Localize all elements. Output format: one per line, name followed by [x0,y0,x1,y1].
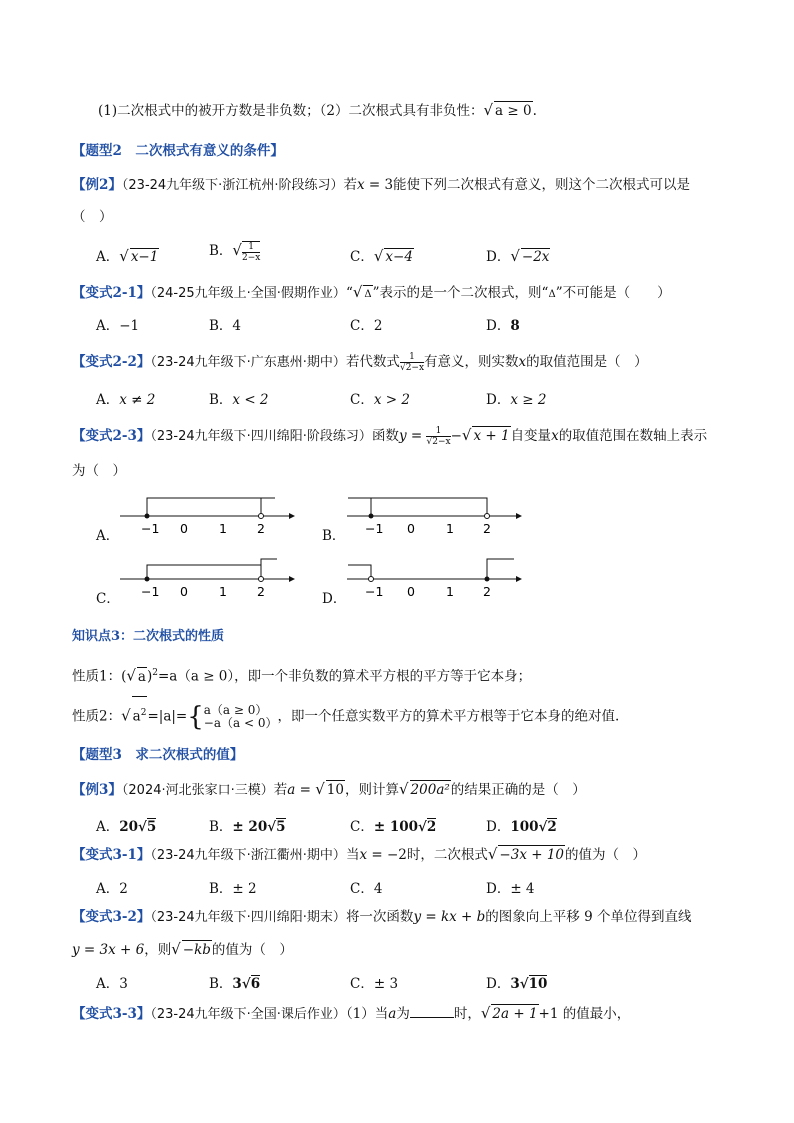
section-heading-type2: 【题型2 二次根式有意义的条件】 [72,143,284,159]
variable: a [287,782,296,798]
range-bracket-left [147,565,261,579]
solid-dot [145,514,150,519]
number-line-b [342,492,522,542]
option-label: C． [350,881,374,897]
range-bracket-left [348,565,371,579]
option-value: 8 [510,318,520,334]
exponent: 2 [152,668,158,678]
coefficient: 3 [232,976,242,992]
option-label: A． [96,819,120,835]
example-tag: 【例3】 [72,782,122,798]
radicand: 6 [250,976,261,992]
source: （23-24九年级下·四川绵阳·阶段练习） [150,429,372,444]
function-expr: y = kx + b [413,909,486,925]
tick-label-0: 0 [180,584,188,599]
tick-label-neg1: −1 [365,584,384,599]
arrow-head [289,576,295,582]
variant-3-2-stem [72,908,691,927]
coefficient: 3 [510,976,520,992]
option-label: A． [96,528,120,544]
option-value: 3 [119,976,128,992]
coefficient: ± 100 [373,819,419,835]
note-text: (1)二次根式中的被开方数是非负数；（2）二次根式具有非负性： [98,103,484,119]
option-label: D． [486,819,511,835]
range-bracket-right [261,559,277,579]
option-value: 2 [119,881,128,897]
source: （2024·河北张家口·三模） [121,783,274,798]
stem-text: ，则计算 [344,782,399,798]
tick-label-neg1: −1 [365,521,384,536]
stem-text: 自变量 [510,428,552,444]
hollow-dot [369,577,374,582]
option-label: A． [96,881,120,897]
number-line-c [115,555,295,605]
piecewise-cases [204,704,278,730]
variant-tag: 【变式3-1】 [72,847,151,863]
option-b[interactable] [209,972,260,992]
radical-sign: √ [126,666,136,685]
tick-label-1: 1 [219,584,227,599]
stem-text: 有意义，则实数 [424,354,519,370]
prop-text: ，即一个任意实数平方的算术平方根等于它本身的绝对值. [277,708,620,725]
solid-dot [369,514,374,519]
option-value: x ≠ 2 [119,392,156,408]
option-c[interactable] [350,877,382,897]
stem-text: （1）当 [345,1006,389,1022]
example-3-stem [72,780,586,800]
option-c[interactable] [350,815,436,835]
source: （23-24九年级下·全国·课后作业） [150,1007,346,1022]
stem-text: 的取值范围在数轴上表示 [558,428,708,444]
variant-2-2-stem [72,352,648,373]
option-value: x < 2 [232,392,269,408]
variant-2-3-stem [72,426,707,447]
option-label: C． [350,392,374,408]
denominator [400,363,424,373]
source: （23-24九年级下·四川绵阳·期末） [150,910,346,925]
option-label: A． [96,318,120,334]
variable: a [388,1006,397,1022]
property-1 [72,664,531,686]
option-b[interactable] [209,388,269,408]
option-value: ± 2 [232,881,257,897]
stem-text: 若 [273,782,288,798]
tick-label-1: 1 [219,521,227,536]
radicand: a [137,668,146,685]
stem-text: 若 [343,177,357,193]
section-heading-type3: 【题型3 求二次根式的值】 [72,747,244,763]
radical-sign: √ [487,845,498,863]
option-label: D． [486,318,511,334]
radicand: 5 [276,819,286,835]
solid-dot [145,577,150,582]
radicand: 5 [146,819,157,835]
option-d[interactable] [486,972,547,992]
option-d[interactable] [486,877,535,897]
tick-label-2: 2 [257,584,265,599]
variable: x [356,177,365,193]
stem-text: 时， [453,1006,481,1022]
tick-label-1: 1 [446,584,454,599]
radical-sign: √ [519,976,529,992]
equals: = [406,428,427,444]
radical-sign: √ [398,780,409,798]
tick-label-neg1: −1 [141,521,160,536]
option-expr: x−1 [130,249,159,265]
radical-sign: √ [119,247,129,265]
source: （23-24九年级下·浙江杭州·阶段练习） [121,178,344,193]
option-label: A． [96,976,120,992]
radical-sign: √ [267,819,277,835]
range-bracket-left [348,498,371,516]
hollow-dot [259,577,264,582]
option-value: 4 [232,318,242,334]
stem-text: 的图象向上平移 9 个单位得到直线 [485,909,692,925]
option-label: B． [322,528,346,544]
stem-text: 的值为（ ） [565,847,647,863]
option-c[interactable] [350,972,398,992]
option-expr: −2x [521,249,550,265]
radicand: 2a + 1 [492,1006,538,1022]
option-label: B． [209,392,233,408]
option-label: C． [350,819,374,835]
option-value: 4 [373,881,383,897]
option-value: −1 [119,318,140,334]
stem-text: ”不可能是（ ） [555,285,671,301]
radical-sign: √ [461,426,472,444]
variant-3-1-stem [72,845,646,865]
option-value: 2 [373,318,383,334]
coefficient: 20 [119,819,139,835]
radicand: 2 [547,819,557,835]
stem-text: ，则 [144,942,172,958]
stem-text: ”表示的是一个二次根式，则“ [372,285,549,301]
stem-text: “ [345,285,353,301]
variable: x [518,354,527,370]
radicand [132,696,148,733]
exponent: 2 [140,708,147,718]
option-value: x > 2 [373,392,410,408]
option-value: ± 4 [510,881,535,897]
stem-text: 将一次函数 [345,909,414,925]
source: （24-25九年级上·全国·假期作业） [150,286,346,301]
option-label: A． [96,249,120,265]
option-label: B． [209,243,233,259]
example-2-paren: （ ） [72,209,113,225]
stem-text: 为 [396,1006,410,1022]
tick-label-2: 2 [483,584,491,599]
radical-sign: √ [399,363,406,373]
numerator: 1 [426,426,450,437]
case-1: a（a ≥ 0） [203,703,268,717]
variant-tag: 【变式2-2】 [72,354,151,370]
example-tag: 【例2】 [72,177,122,193]
answer-blank[interactable] [410,1005,454,1018]
option-value: ± 3 [373,976,399,992]
tick-label-neg1: −1 [141,584,160,599]
fraction [242,241,260,263]
option-a[interactable] [96,972,128,992]
stem-text: = [295,782,316,798]
option-label: D． [486,976,511,992]
stem-text: 的值为（ ） [211,942,293,958]
fraction [400,352,424,373]
option-b[interactable] [209,239,260,263]
radicand: 2 [426,819,437,835]
prop-text: 性质2： [72,708,122,725]
prop-text: 性质1：( [72,668,127,685]
variable: x [551,428,559,444]
stem-text: 函数 [371,428,399,444]
stem-text: 的取值范围是（ ） [526,354,648,370]
tick-label-2: 2 [483,521,491,536]
stem-text: 当 [345,847,360,863]
radical-sign: √ [426,437,433,447]
option-label: C． [350,976,374,992]
option-c[interactable] [350,314,382,334]
radical-sign: √ [483,101,494,119]
denominator [426,437,450,447]
variable: x [359,847,368,863]
variant-tag: 【变式3-3】 [72,1006,151,1022]
radicand: 200a² [410,782,450,798]
hollow-dot [485,514,490,519]
radicand: 10 [326,782,344,798]
radicand: x + 1 [473,428,510,444]
variant-2-3-cont: 为（ ） [72,463,126,479]
option-a[interactable] [96,245,159,265]
radical-sign: √ [241,976,251,992]
case-2: −a（a < 0） [203,716,278,730]
range-bracket-right [371,498,487,516]
option-a[interactable] [96,388,155,408]
arrow-head [289,513,295,519]
option-label: B． [209,881,233,897]
fraction [426,426,450,447]
tick-label-0: 0 [180,521,188,536]
option-value: x ≥ 2 [510,392,547,408]
radical-sign: √ [373,247,384,265]
triangle-symbol: Δ [363,285,372,304]
line-expr: y = 3x + 6 [72,942,145,958]
prop-text: =a（a ≥ 0），即一个非负数的算术平方根的平方等于它本身； [158,668,532,685]
option-a[interactable] [96,815,156,835]
option-b[interactable] [209,314,241,334]
range-bracket-right [487,559,514,579]
option-label: D． [486,881,511,897]
note-end: . [532,103,537,119]
stem-text: 若代数式 [345,354,400,370]
stem-text: 的结果正确的是（ ） [450,782,586,798]
coefficient: 100 [510,819,539,835]
tick-label-0: 0 [407,521,415,536]
variant-tag: 【变式2-1】 [72,285,151,301]
radical-sign: √ [480,1004,491,1022]
option-label: C． [350,249,374,265]
numerator: 1 [242,242,260,253]
number-line-a [115,492,295,542]
option-b[interactable] [209,877,257,897]
variant-2-1-stem [72,283,671,304]
variant-tag: 【变式3-2】 [72,909,151,925]
note-math: a ≥ 0 [495,103,532,119]
option-label: D． [486,249,511,265]
source: （23-24九年级下·浙江衢州·期中） [150,848,346,863]
option-a[interactable] [96,314,139,334]
solid-dot [485,577,490,582]
knowledge-point-3-title: 知识点3：二次根式的性质 [72,629,225,644]
radical-sign: √ [315,780,325,798]
example-2-stem [72,176,690,195]
stem-text: = −2时，二次根式 [367,847,488,863]
variant-3-2-cont [72,940,293,959]
property-note [98,101,537,120]
option-d[interactable] [486,314,520,334]
triangle-symbol: Δ [548,289,556,300]
option-b[interactable] [209,815,286,835]
variant-tag: 【变式2-3】 [72,428,151,444]
prop-text: =|a|= [147,708,188,725]
option-a[interactable] [96,877,128,897]
prop-text: ) [146,668,153,685]
radical-sign: √ [538,819,548,835]
option-label: C． [96,591,120,607]
radical-sign: √ [352,283,363,301]
option-label: C． [350,318,374,334]
option-label: B． [209,819,233,835]
option-c[interactable] [350,388,410,408]
range-bracket-left [147,498,275,516]
option-d[interactable] [486,388,546,408]
hollow-dot [259,514,264,519]
option-c[interactable] [350,245,414,265]
radicand: 10 [528,976,548,992]
option-label: D． [322,591,347,607]
option-expr: x−4 [385,249,413,265]
numerator: 1 [400,352,424,363]
radicand: −kb [182,942,211,958]
arrow-head [516,576,522,582]
option-label: A． [96,392,120,408]
property-2 [72,696,620,732]
brace-icon: { [187,702,204,732]
variant-3-3-stem [72,1004,630,1024]
stem-text: = 3能使下列二次根式有意义，则这个二次根式可以是 [364,177,691,193]
radical-sign: √ [171,940,181,958]
radical-sign: √ [418,819,427,835]
option-d[interactable] [486,815,557,835]
option-label: D． [486,392,511,408]
radical-sign: √ [232,241,242,259]
number-line-d [342,555,522,605]
radical-sign: √ [121,706,131,725]
tick-label-2: 2 [257,521,265,536]
minus: − [450,428,462,444]
coefficient: ± 20 [232,819,268,835]
denominator: 2−x [241,252,261,263]
radicand: −3x + 10 [499,847,565,863]
radical-sign: √ [138,819,147,835]
option-label: B． [209,976,233,992]
radical-sign: √ [510,247,520,265]
option-label: B． [209,318,233,334]
tick-label-1: 1 [446,521,454,536]
denominator-expr: 2−x [432,437,451,447]
radicand-base: a [132,708,141,725]
variable: y [398,428,407,444]
option-d[interactable] [486,245,550,265]
stem-text: +1 的值最小， [538,1006,631,1022]
denominator-expr: 2−x [405,363,425,373]
tick-label-0: 0 [407,584,415,599]
source: （23-24九年级下·广东惠州·期中） [150,355,346,370]
arrow-head [516,513,522,519]
